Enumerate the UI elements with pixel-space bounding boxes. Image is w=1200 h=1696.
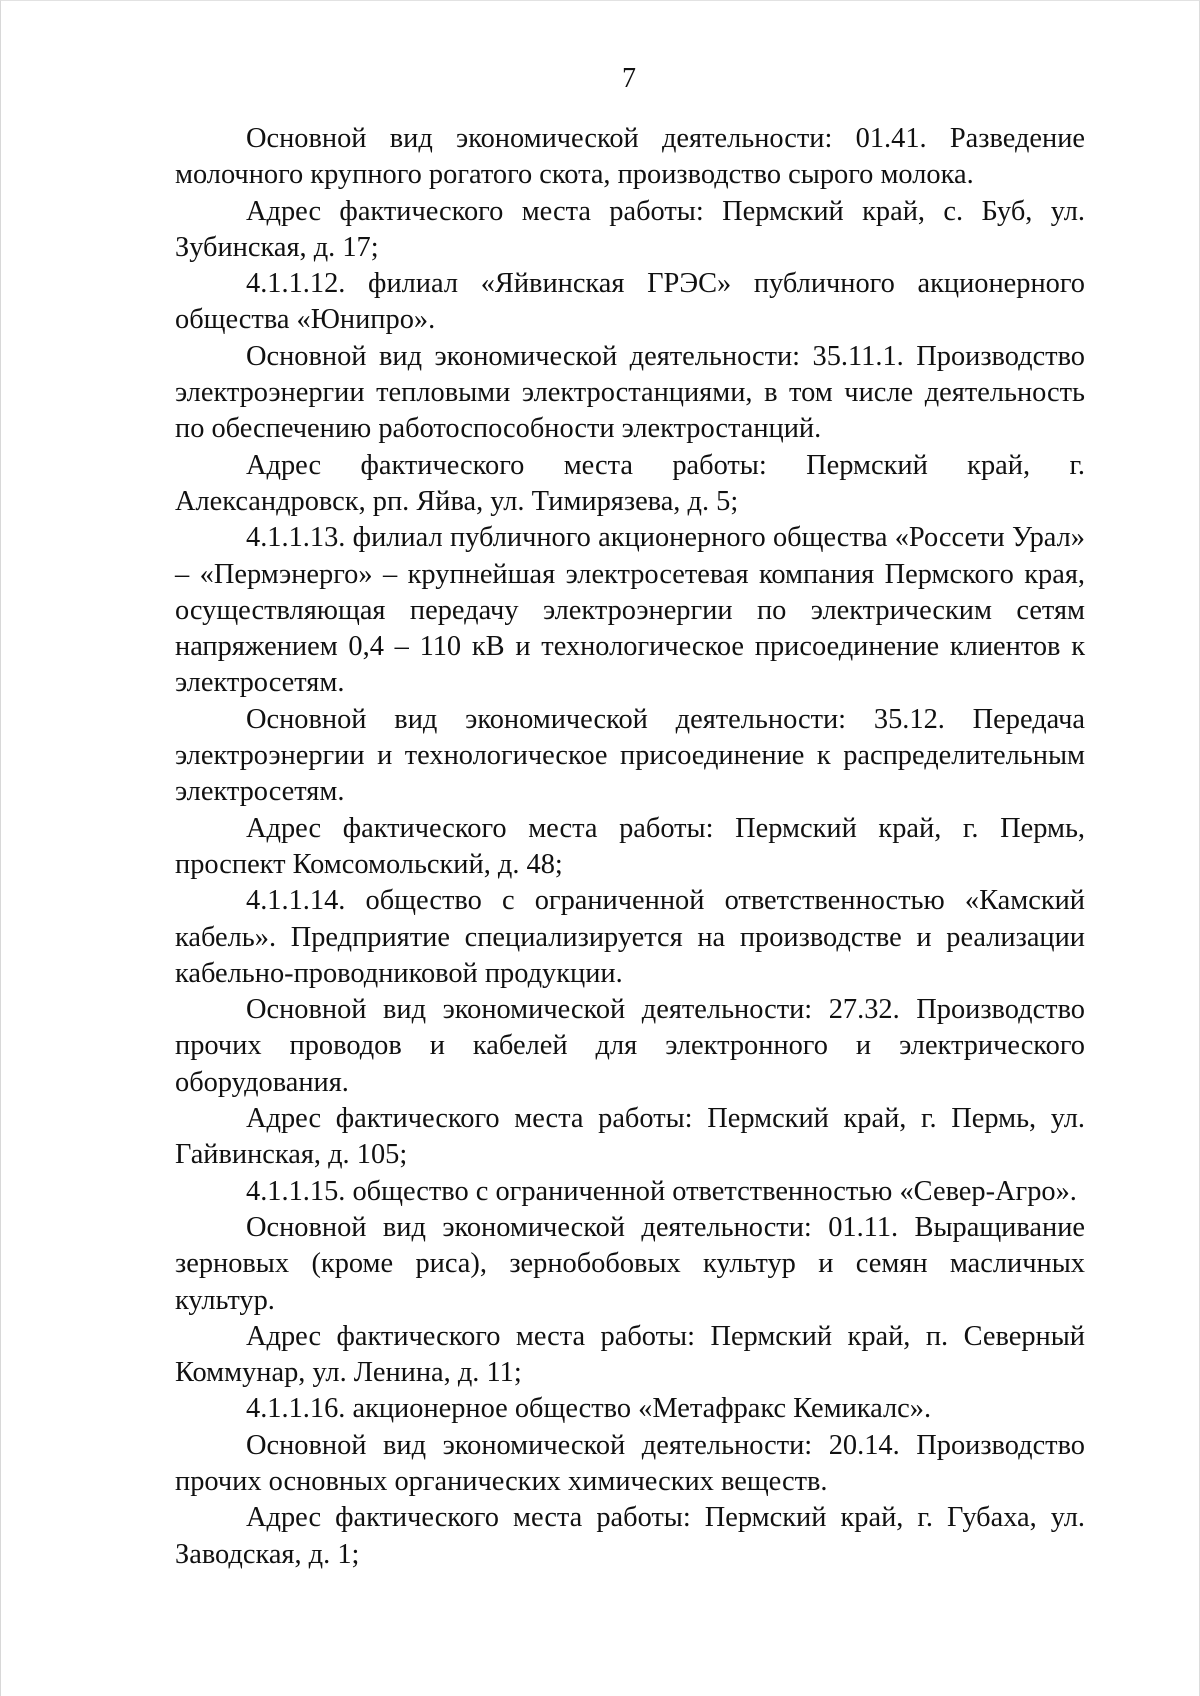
paragraph-activity-01-41: Основной вид экономической деятельности: 01.41. Разведение молочного крупного рогатого скота, производство сырого молока. xyxy=(175,123,1085,191)
page-number: 7 xyxy=(622,63,636,94)
paragraph-address-bub: Адрес фактического места работы: Пермский край, с. Буб, ул. Зубинская, д. 17; xyxy=(175,195,1085,263)
paragraph-address-komsomolsky: Адрес фактического места работы: Пермский край, г. Пермь, проспект Комсомольский, д. 48; xyxy=(175,812,1085,880)
paragraph-item-4-1-1-13: 4.1.1.13. филиал публичного акционерного общества «Россети Урал» – «Пермэнерго» – крупнейшая электросетевая компания Пермского края, осуществляющая передачу электроэнергии по электрическим сетям напряжением 0,4 – 110 кВ и технологическое присоединение клиентов к электросетям. xyxy=(175,522,1085,699)
paragraph-item-4-1-1-14: 4.1.1.14. общество с ограниченной ответственностью «Камский кабель». Предприятие специализируется на производстве и реализации кабельно-проводниковой продукции. xyxy=(175,885,1085,989)
paragraph-item-4-1-1-15: 4.1.1.15. общество с ограниченной ответственностью «Север-Агро». xyxy=(246,1175,1077,1207)
paragraph-item-4-1-1-12: 4.1.1.12. филиал «Яйвинская ГРЭС» публичного акционерного общества «Юнипро». xyxy=(175,268,1085,336)
paragraph-activity-35-11-1: Основной вид экономической деятельности: 35.11.1. Производство электроэнергии тепловыми электростанциями, в том числе деятельность по обеспечению работоспособности электростанций. xyxy=(175,340,1085,445)
paragraph-address-gubakha: Адрес фактического места работы: Пермский край, г. Губаха, ул. Заводская, д. 1; xyxy=(175,1502,1085,1570)
paragraph-address-yaiva: Адрес фактического места работы: Пермский край, г. Александровск, рп. Яйва, ул. Тимирязева, д. 5; xyxy=(175,449,1085,517)
document-body xyxy=(175,121,1085,1573)
paragraph-item-4-1-1-16: 4.1.1.16. акционерное общество «Метафракс Кемикалс». xyxy=(246,1393,932,1425)
paragraph-address-gaivinskaya: Адрес фактического места работы: Пермский край, г. Пермь, ул. Гайвинская, д. 105; xyxy=(175,1103,1085,1171)
paragraph-activity-27-32: Основной вид экономической деятельности: 27.32. Производство прочих проводов и кабелей для электронного и электрического оборудования. xyxy=(175,994,1085,1098)
paragraph-activity-35-12: Основной вид экономической деятельности: 35.12. Передача электроэнергии и технологическое присоединение к распределительным электросетям. xyxy=(175,703,1085,808)
paragraph-activity-01-11: Основной вид экономической деятельности: 01.11. Выращивание зерновых (кроме риса), зернобобовых культур и семян масличных культур. xyxy=(175,1211,1085,1316)
paragraph-address-severny-kommunar: Адрес фактического места работы: Пермский край, п. Северный Коммунар, ул. Ленина, д. 11; xyxy=(175,1320,1085,1389)
paragraph-activity-20-14: Основной вид экономической деятельности: 20.14. Производство прочих основных органических химических веществ. xyxy=(175,1429,1085,1497)
